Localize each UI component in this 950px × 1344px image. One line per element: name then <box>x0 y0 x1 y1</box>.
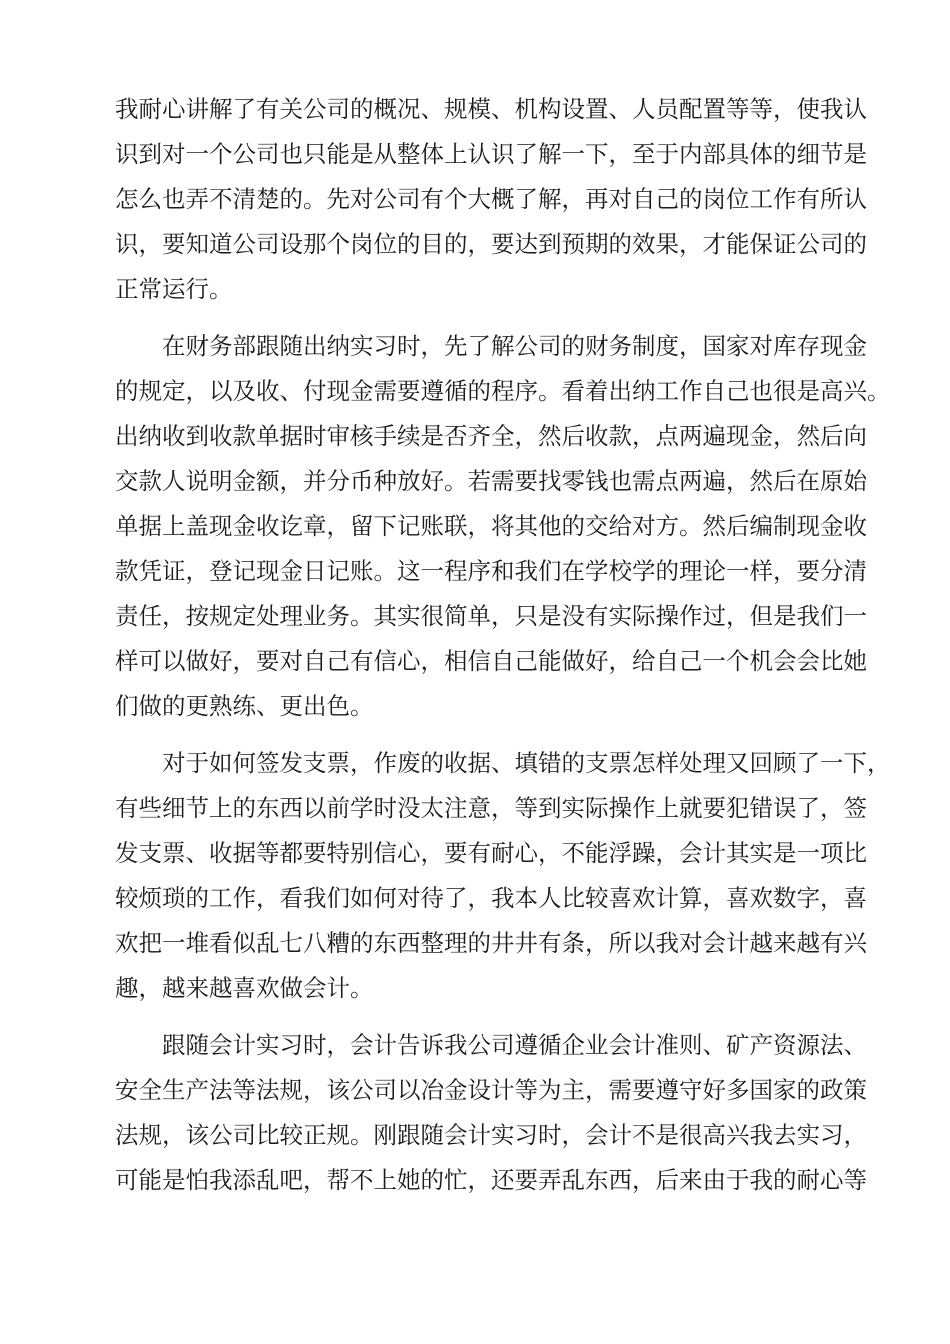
paragraph-3 <box>115 741 891 1011</box>
text-line: 款凭证，登记现金日记账。这一程序和我们在学校学的理论一样，要分清 <box>115 557 867 585</box>
paragraph-1 <box>115 87 867 312</box>
text-line: 我耐心讲解了有关公司的概况、规模、机构设置、人员配置等等，使我认 <box>115 95 867 123</box>
document-body <box>115 87 891 1203</box>
text-line: 可能是怕我添乱吧，帮不上她的忙，还要弄乱东西，后来由于我的耐心等 <box>115 1166 867 1194</box>
text-line: 样可以做好，要对自己有信心，相信自己能做好，给自己一个机会会比她 <box>115 647 867 675</box>
text-line: 跟随会计实习时，会计告诉我公司遵循企业会计准则、矿产资源法、 <box>115 1031 867 1059</box>
text-line: 的规定，以及收、付现金需要遵循的程序。看着出纳工作自己也很是高兴。 <box>115 377 891 405</box>
text-line: 正常运行。 <box>115 275 233 303</box>
text-line: 趣，越来越喜欢做会计。 <box>115 974 374 1002</box>
text-line: 法规，该公司比较正规。刚跟随会计实习时，会计不是很高兴我去实习， <box>115 1121 867 1149</box>
text-line: 识到对一个公司也只能是从整体上认识了解一下，至于内部具体的细节是 <box>115 140 867 168</box>
paragraph-4 <box>115 1023 867 1203</box>
paragraph-2 <box>115 324 891 729</box>
text-line: 对于如何签发支票，作废的收据、填错的支票怎样处理又回顾了一下， <box>115 749 891 777</box>
text-line: 识，要知道公司设那个岗位的目的，要达到预期的效果，才能保证公司的 <box>115 230 867 258</box>
text-line: 们做的更熟练、更出色。 <box>115 692 374 720</box>
text-line: 怎么也弄不清楚的。先对公司有个大概了解，再对自己的岗位工作有所认 <box>115 185 867 213</box>
text-line: 交款人说明金额，并分币种放好。若需要找零钱也需点两遍，然后在原始 <box>115 467 867 495</box>
text-line: 责任，按规定处理业务。其实很简单，只是没有实际操作过，但是我们一 <box>115 602 867 630</box>
text-line: 在财务部跟随出纳实习时，先了解公司的财务制度，国家对库存现金 <box>115 332 867 360</box>
text-line: 安全生产法等法规，该公司以冶金设计等为主，需要遵守好多国家的政策 <box>115 1076 867 1104</box>
text-line: 有些细节上的东西以前学时没太注意，等到实际操作上就要犯错误了，签 <box>115 794 867 822</box>
text-line: 发支票、收据等都要特别信心，要有耐心，不能浮躁，会计其实是一项比 <box>115 839 867 867</box>
text-line: 较烦琐的工作，看我们如何对待了，我本人比较喜欢计算，喜欢数字，喜 <box>115 884 867 912</box>
text-line: 出纳收到收款单据时审核手续是否齐全，然后收款，点两遍现金，然后向 <box>115 422 867 450</box>
text-line: 欢把一堆看似乱七八糟的东西整理的井井有条，所以我对会计越来越有兴 <box>115 929 867 957</box>
text-line: 单据上盖现金收讫章，留下记账联，将其他的交给对方。然后编制现金收 <box>115 512 867 540</box>
